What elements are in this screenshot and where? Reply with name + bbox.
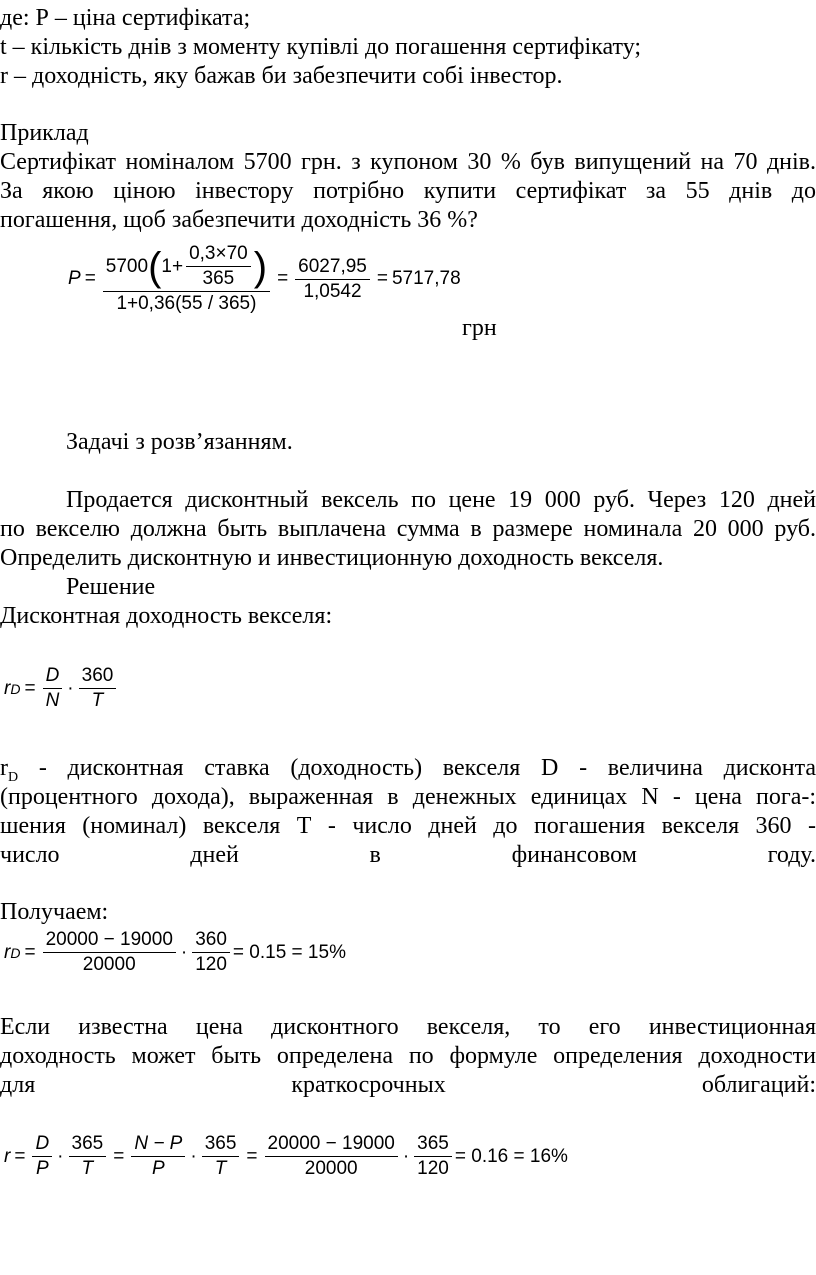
example-line-1: Сертифікат номіналом 5700 грн. з купоном 30 % був випущений на 70 днів. [0, 149, 816, 175]
investment-line-3: для краткосрочных облигаций: [0, 1072, 816, 1098]
definitions-line-3: шения (номинал) векселя Т - число дней до погашения векселя 360 - [0, 813, 816, 839]
example-line-3: погашення, щоб забезпечити доходність 36 %? [0, 207, 478, 233]
unit-label: грн [462, 315, 497, 341]
discount-formula: r D = $\frac{D}{N}$ · 360 T [4, 664, 119, 713]
problem-line-1: Продается дисконтный вексель по цене 19 000 руб. Через 120 дней [66, 487, 816, 513]
problem-line-3: Определить дисконтную и инвестиционную доходность векселя. [0, 545, 664, 571]
intro-line-3: r – доходність, яку бажав би забезпечити собі інвестор. [0, 63, 563, 89]
solution-label: Решение [66, 574, 156, 600]
investment-line-1: Если известна цена дисконтного векселя, то его инвестиционная [0, 1014, 816, 1040]
discount-calc-formula: r D = $\frac{20000 - 19000}{20000}$ · $\frac{360}{120}$ = 0.15 = 15% [4, 929, 346, 975]
intro-line-2: t – кількість днів з моменту купівлі до погашення сертифікату; [0, 34, 642, 60]
example-line-2: За якою ціною інвестору потрібно купити сертифікат за 55 днів до [0, 178, 816, 204]
problem-line-2: по векселю должна быть выплачена сумма в размере номинала 20 000 руб. [0, 516, 816, 542]
definitions-line-2: (процентного дохода), выраженная в денежных единицах N - цена пога-: [0, 784, 816, 810]
definitions-line-4: число дней в финансовом году. [0, 842, 816, 868]
investment-formula: r = $\frac{D}{P}$ · $\frac{365}{T}$ = $\frac{N - P}{P}$ · $\frac{365}{T}$ = $\frac{20000 - 19000}{20000}$ · $\frac{365}{120}$ = 0.16 = 16% [4, 1133, 568, 1179]
intro-line-1: де: Р – ціна сертифіката; [0, 5, 251, 31]
price-formula: P = 5700 ( 1+ $\frac{0,3\times 70}{365}$ ) 1+0,36(55 / 365) = $\frac{6027,95}{1,0542}$ = 5717,78 [68, 243, 461, 314]
discount-label: Дисконтная доходность векселя: [0, 603, 333, 629]
example-heading: Приклад [0, 120, 89, 146]
definitions-line-1: $r_D$ - дисконтная ставка (доходность) векселя D - величина дисконта [0, 755, 816, 785]
get-label: Получаем: [0, 899, 109, 925]
tasks-heading: Задачі з розв’язанням. [66, 429, 293, 455]
investment-line-2: доходность может быть определена по формуле определения доходности [0, 1043, 816, 1069]
